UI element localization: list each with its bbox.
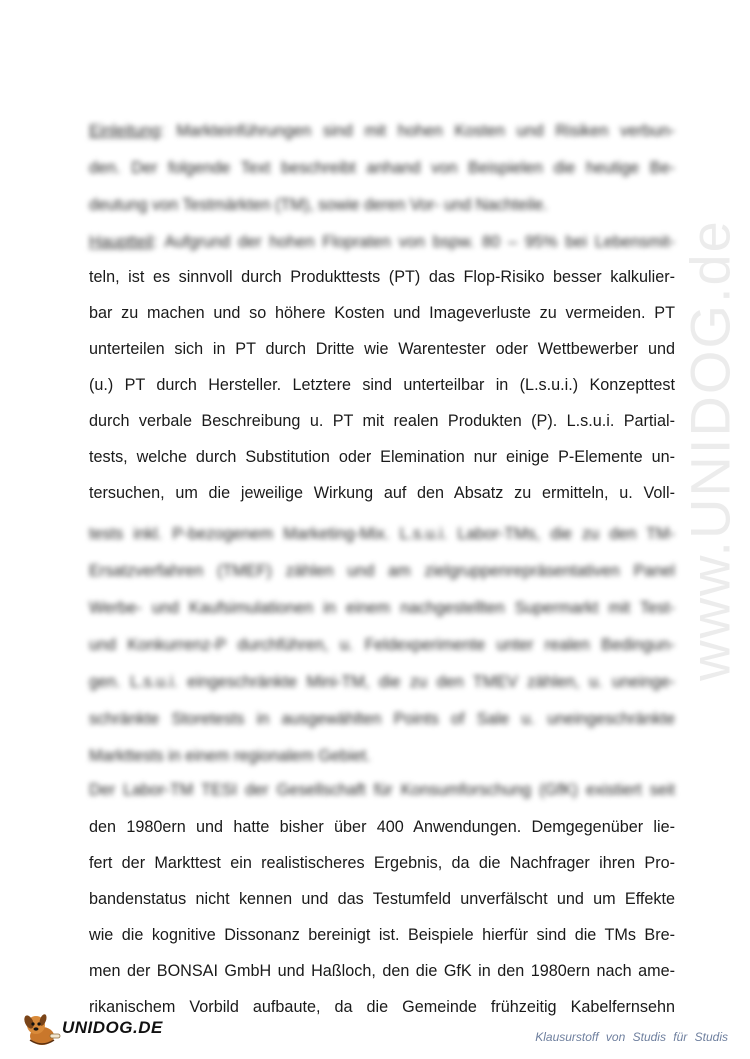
main-line-1-text: : Aufgrund der hohen Flopraten von bspw. 80 – 95% bei Lebensmit- — [152, 233, 675, 251]
main-line-5: (u.) PT durch Hersteller. Letztere sind unterteilbar in (L.s.u.i.) Konzepttest — [89, 376, 675, 394]
main-line-9: tests inkl. P-bezogenem Marketing-Mix. L.s.u.i. Labor-TMs, die zu den TM- — [89, 525, 675, 543]
intro-line-3: deutung von Testmärkten (TM), sowie deren Vor- und Nachteile. — [89, 196, 548, 214]
watermark: www.UNIDOG.de — [678, 219, 742, 681]
main-line-10: Ersatzverfahren (TMEF) zählen und am zielgruppenrepräsentativen Panel — [89, 562, 675, 580]
tesi-line-6: men der BONSAI GmbH und Haßloch, den die GfK in den 1980ern nach ame- — [89, 962, 675, 980]
main-line-14: schränkte Storetests in ausgewählten Points of Sale u. uneingeschränkte — [89, 710, 675, 728]
tesi-line-4: bandenstatus nicht kennen und das Testumfeld unverfälscht und um Effekte — [89, 890, 675, 908]
main-line-15: Markttests in einem regionalem Gebiet. — [89, 747, 371, 765]
main-heading: Hauptteil — [89, 233, 153, 251]
logo-text: UNIDOG.DE — [62, 1018, 163, 1037]
main-line-2: teln, ist es sinnvoll durch Produkttests (PT) das Flop-Risiko besser kalkulier- — [89, 268, 675, 286]
main-line-11: Werbe- und Kaufsimulationen in einem nachgestellten Supermarkt mit Test- — [89, 599, 675, 617]
dog-icon — [22, 1010, 66, 1050]
main-line-3: bar zu machen und so höhere Kosten und Imageverluste zu vermeiden. PT — [89, 304, 675, 322]
main-line-6: durch verbale Beschreibung u. PT mit realen Produkten (P). L.s.u.i. Partial- — [89, 412, 675, 430]
tesi-line-7: rikanischem Vorbild aufbaute, da die Gemeinde frühzeitig Kabelfernsehn — [89, 998, 675, 1016]
main-line-1 — [89, 231, 675, 253]
intro-heading: Einleitung — [89, 122, 161, 140]
main-line-13: gen. L.s.u.i. eingeschränkte Mini-TM, die zu den TMEV zählen, u. uneinge- — [89, 673, 675, 691]
intro-line-1-text: : Markteinführungen sind mit hohen Kosten und Risiken verbun- — [160, 122, 675, 140]
tesi-line-1: Der Labor-TM TESI der Gesellschaft für Konsumforschung (GfK) existiert seit — [89, 781, 675, 799]
tesi-line-2: den 1980ern und hatte bisher über 400 Anwendungen. Demgegenüber lie- — [89, 818, 675, 836]
footer-slogan: Klausurstoff von Studis für Studis — [535, 1030, 728, 1044]
main-line-4: unterteilen sich in PT durch Dritte wie Warentester oder Wettbewerber und — [89, 340, 675, 358]
main-line-12: und Konkurrenz-P durchführen, u. Feldexperimente unter realen Bedingun- — [89, 636, 675, 654]
tesi-line-3: fert der Markttest ein realistischeres Ergebnis, da die Nachfrager ihren Pro- — [89, 854, 675, 872]
tesi-line-5: wie die kognitive Dissonanz bereinigt ist. Beispiele hierfür sind die TMs Bre- — [89, 926, 675, 944]
unidog-logo[interactable] — [22, 1010, 162, 1050]
intro-line-2: den. Der folgende Text beschreibt anhand von Beispielen die heutige Be- — [89, 159, 675, 177]
main-line-8: tersuchen, um die jeweilige Wirkung auf den Absatz zu ermitteln, u. Voll- — [89, 484, 675, 502]
main-line-7: tests, welche durch Substitution oder Elemination nur einige P-Elemente un- — [89, 448, 675, 466]
intro-line-1 — [89, 120, 675, 142]
